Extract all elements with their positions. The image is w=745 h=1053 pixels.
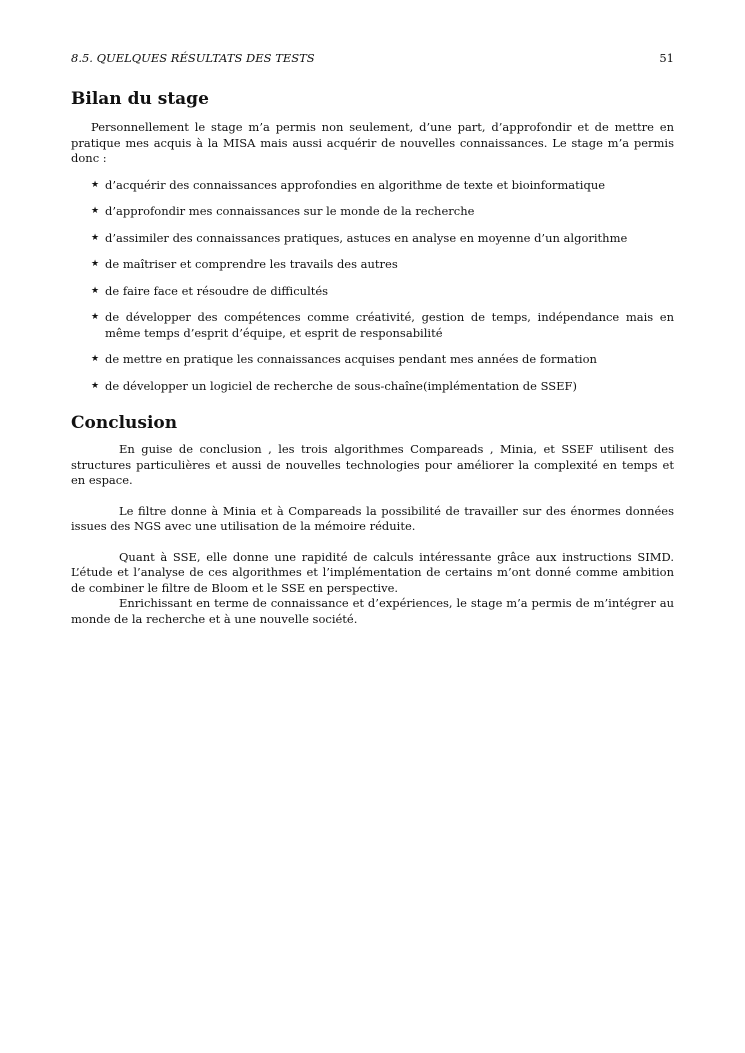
conclusion-paragraph: Quant à SSE, elle donne une rapidité de calculs intéressante grâce aux instructions SIMD. L’étude et l’analyse de ces algorithmes et l’implémentation de certains m’ont donné comme ambition de combiner le filtre de Bloom et le SSE en perspective. — [71, 549, 674, 595]
section-title-bilan: Bilan du stage — [71, 89, 209, 109]
star-icon: ★ — [91, 259, 100, 269]
conclusion-paragraph: En guise de conclusion , les trois algorithmes Compareads , Minia, et SSEF utilisent des structures particulières et aussi de nouvelles technologies pour améliorer la complexité en temps et en espace. — [71, 442, 674, 487]
list-item — [91, 379, 674, 395]
bilan-intro-paragraph: Personnellement le stage m’a permis non seulement, d’une part, d’approfondir et de mettre en pratique mes acquis à la MISA mais aussi acquérir de nouvelles connaissances. Le stage m’a permis donc : — [71, 120, 674, 165]
star-icon: ★ — [91, 380, 100, 391]
conclusion-paragraph: Le filtre donne à Minia et à Compareads la possibilité de travailler sur des énormes données issues des NGS avec une utilisation de la mémoire réduite. — [71, 503, 674, 533]
header-section-title: 8.5. QUELQUES RÉSULTATS DES TESTS — [71, 51, 315, 65]
list-item-text: de développer un logiciel de recherche de sous-chaîne(implémentation de SSEF) — [105, 378, 577, 393]
list-item-text: de mettre en pratique les connaissances acquises pendant mes années de formation — [105, 352, 597, 366]
bilan-bullet-list — [71, 178, 674, 395]
list-item — [91, 284, 674, 300]
list-item-text: de faire face et résoudre de difficultés — [105, 283, 329, 298]
conclusion-paragraph: Enrichissant en terme de connaissance et d’expériences, le stage m’a permis de m’intégrer au monde de la recherche et à une nouvelle société. — [71, 596, 674, 626]
star-icon: ★ — [91, 232, 100, 243]
star-icon: ★ — [91, 285, 100, 296]
list-item — [91, 310, 674, 341]
running-header — [71, 50, 674, 66]
star-icon: ★ — [91, 206, 100, 216]
star-icon: ★ — [91, 354, 100, 364]
star-icon: ★ — [91, 312, 100, 322]
list-item-text: de maîtriser et comprendre les travails des autres — [105, 257, 398, 271]
list-item-text: d’assimiler des connaissances pratiques, astuces en analyse en moyenne d’un algorithme — [105, 230, 628, 245]
list-item — [91, 352, 674, 368]
section-title-conclusion: Conclusion — [71, 413, 178, 433]
star-icon: ★ — [91, 179, 100, 190]
document-page — [71, 50, 674, 627]
list-item — [91, 204, 674, 220]
list-item — [91, 178, 674, 194]
list-item-text: d’acquérir des connaissances approfondies en algorithme de texte et bioinformatique — [105, 177, 606, 192]
list-item-text: d’approfondir mes connaissances sur le monde de la recherche — [105, 204, 475, 218]
list-item-text: de développer des compétences comme créativité, gestion de temps, indépendance mais en même temps d’esprit d’équipe, et esprit de responsabilité — [105, 310, 674, 340]
page-number: 51 — [659, 51, 674, 65]
list-item — [91, 231, 674, 247]
list-item — [91, 257, 674, 273]
